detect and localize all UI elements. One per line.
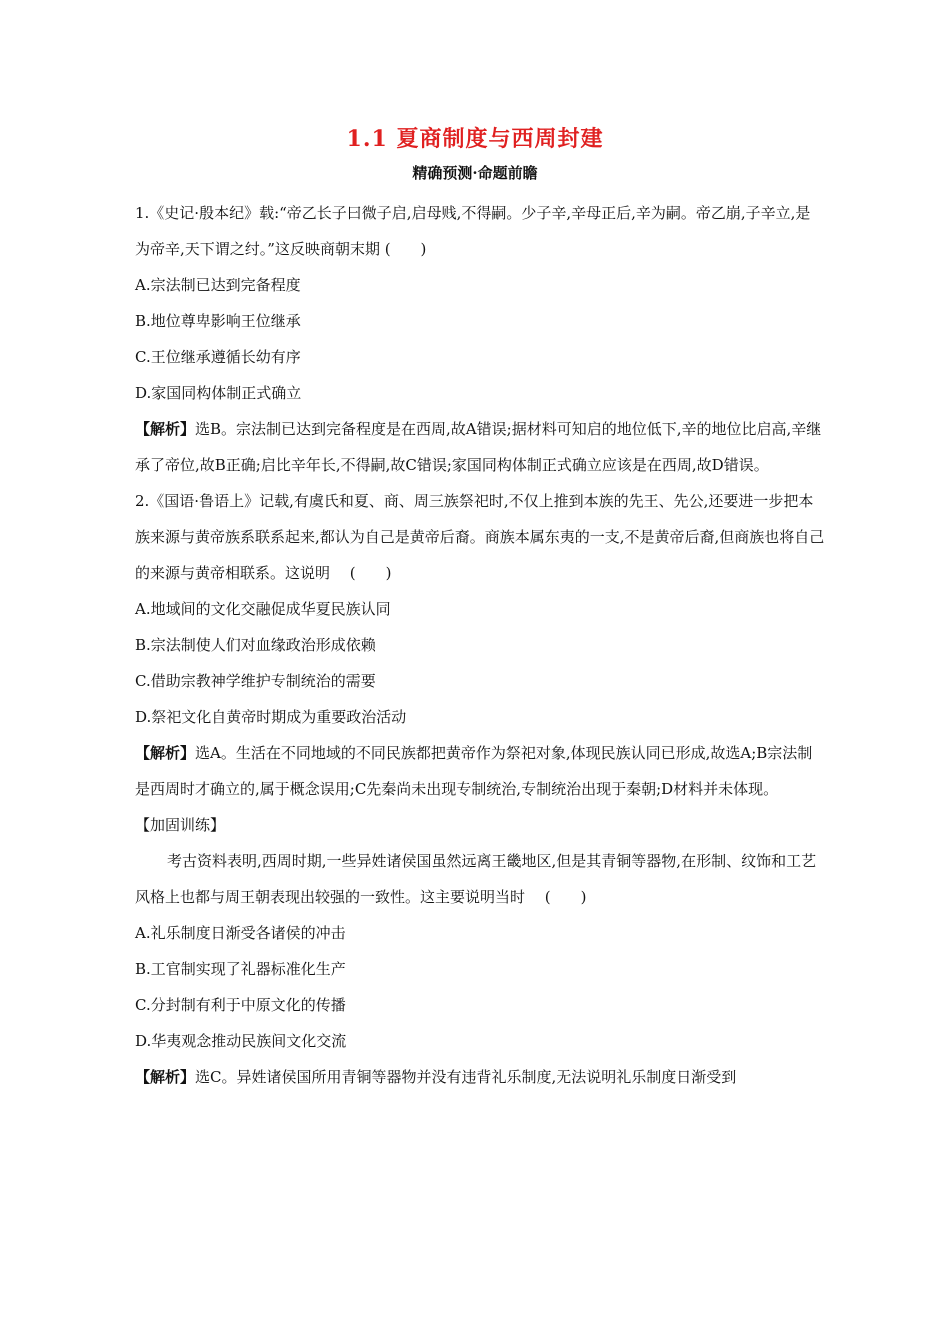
reinforcement-stem: 考古资料表明,西周时期,一些异姓诸侯国虽然远离王畿地区,但是其青铜等器物,在形制、纹饰和工艺风格上也都与周王朝表现出较强的一致性。这主要说明当时 ( ) <box>135 852 817 906</box>
analysis-label: 【解析】 <box>135 420 196 438</box>
reinforcement-option-c: C.分封制有利于中原文化的传播 <box>135 996 346 1014</box>
reinforcement-option-d: D.华夷观念推动民族间文化交流 <box>135 1032 347 1050</box>
question-1-option-b: B.地位尊卑影响王位继承 <box>135 312 301 330</box>
analysis-label: 【解析】 <box>135 1068 196 1086</box>
question-1-option-a: A.宗法制已达到完备程度 <box>135 276 301 294</box>
document-body <box>135 195 825 1095</box>
analysis-label: 【解析】 <box>135 744 196 762</box>
page-title: 1.1 夏商制度与西周封建 <box>346 126 604 152</box>
question-2-stem: 2.《国语·鲁语上》记载,有虞氏和夏、商、周三族祭祀时,不仅上推到本族的先王、先公,还要进一步把本族来源与黄帝族系联系起来,都认为自己是黄帝后裔。商族本属东夷的一支,不是黄帝后裔,但商族也将自己的来源与黄帝相联系。这说明 ( ) <box>135 492 825 582</box>
question-2-option-a: A.地域间的文化交融促成华夏民族认同 <box>135 600 391 618</box>
reinforcement-heading: 【加固训练】 <box>135 816 226 834</box>
reinforcement-option-a: A.礼乐制度日渐受各诸侯的冲击 <box>135 924 346 942</box>
section-subtitle: 精确预测·命题前瞻 <box>412 164 538 182</box>
analysis-text: 选C。异姓诸侯国所用青铜等器物并没有违背礼乐制度,无法说明礼乐制度日渐受到 <box>195 1068 737 1086</box>
reinforcement-option-b: B.工官制实现了礼器标准化生产 <box>135 960 346 978</box>
question-2-analysis <box>135 735 825 807</box>
question-1-option-c: C.王位继承遵循长幼有序 <box>135 348 301 366</box>
question-1-stem: 1.《史记·殷本纪》载:“帝乙长子曰微子启,启母贱,不得嗣。少子辛,辛母正后,辛为嗣。帝乙崩,子辛立,是为帝辛,天下谓之纣。”这反映商朝末期 ( ) <box>135 204 811 258</box>
question-1-analysis <box>135 411 825 483</box>
question-2-option-d: D.祭祀文化自黄帝时期成为重要政治活动 <box>135 708 407 726</box>
analysis-text: 选B。宗法制已达到完备程度是在西周,故A错误;据材料可知启的地位低下,辛的地位比启高,辛继承了帝位,故B正确;启比辛年长,不得嗣,故C错误;家国同构体制正式确立应该是在西周,故D错误。 <box>135 420 822 474</box>
question-1-option-d: D.家国同构体制正式确立 <box>135 384 302 402</box>
question-2-option-c: C.借助宗教神学维护专制统治的需要 <box>135 672 376 690</box>
analysis-text: 选A。生活在不同地域的不同民族都把黄帝作为祭祀对象,体现民族认同已形成,故选A;B宗法制是西周时才确立的,属于概念误用;C先秦尚未出现专制统治,专制统治出现于秦朝;D材料并未体现。 <box>135 744 813 798</box>
reinforcement-analysis <box>135 1059 825 1095</box>
question-2-option-b: B.宗法制使人们对血缘政治形成依赖 <box>135 636 376 654</box>
